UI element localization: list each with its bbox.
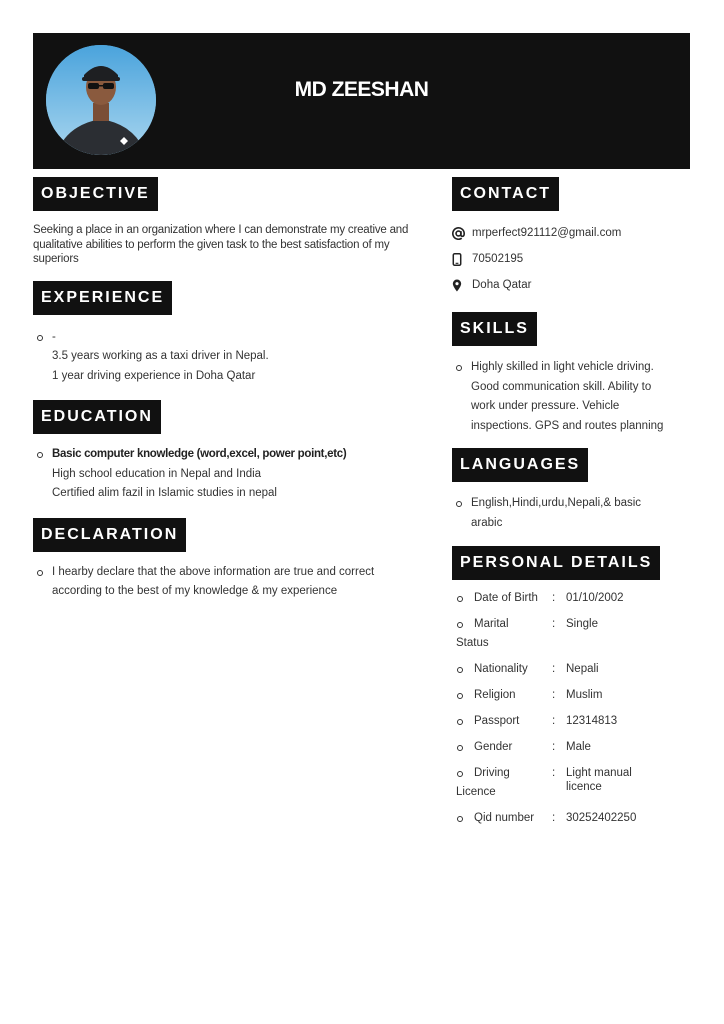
detail-label: Qid number [452, 810, 552, 827]
detail-colon: : [552, 715, 556, 727]
skills-line: work under pressure. Vehicle [471, 400, 620, 412]
declaration-list [33, 563, 425, 602]
section-title-education: EDUCATION [33, 400, 161, 434]
section-title-objective: OBJECTIVE [33, 177, 158, 211]
section-title-languages: LANGUAGES [452, 448, 588, 482]
experience-section [33, 281, 425, 387]
resume-header [33, 33, 690, 169]
list-item [33, 328, 425, 387]
right-column [452, 177, 702, 836]
education-line: Certified alim fazil in Islamic studies in nepal [52, 487, 277, 499]
table-row [452, 590, 702, 607]
detail-value: Muslim [566, 689, 603, 701]
table-row [452, 616, 702, 652]
detail-value: Nepali [566, 663, 599, 675]
detail-value: 01/10/2002 [566, 592, 624, 604]
detail-label: Date of Birth [452, 590, 552, 607]
candidate-name: MD ZEESHAN [294, 78, 429, 101]
section-title-personal-details: PERSONAL DETAILS [452, 546, 660, 580]
detail-label: Marital [452, 616, 552, 633]
location-pin-icon [452, 279, 472, 292]
contact-location: Doha Qatar [472, 279, 532, 291]
detail-colon: : [552, 592, 556, 604]
table-row [452, 765, 702, 801]
languages-section [452, 448, 702, 533]
contact-phone-row [452, 246, 702, 272]
skills-list [452, 358, 702, 436]
detail-colon: : [552, 767, 556, 779]
experience-line: 1 year driving experience in Doha Qatar [52, 369, 256, 382]
contact-location-row [452, 272, 702, 298]
personal-details-section [452, 546, 702, 827]
detail-colon: : [552, 663, 556, 675]
declaration-section [33, 518, 425, 602]
declaration-line: I hearby declare that the above information are true and correct [52, 565, 375, 578]
table-row [452, 739, 702, 756]
skills-line: inspections. GPS and routes planning [471, 419, 664, 432]
detail-label: Nationality [452, 661, 552, 678]
objective-section [33, 177, 425, 267]
skills-line: Good communication skill. Ability to [471, 380, 652, 393]
contact-section [452, 177, 702, 298]
personal-details-table [452, 590, 702, 827]
languages-line: English,Hindi,urdu,Nepali,& basic [471, 497, 642, 509]
table-row [452, 713, 702, 730]
languages-line: arabic [471, 516, 503, 529]
languages-list [452, 494, 702, 533]
objective-text: Seeking a place in an organization where I can demonstrate my creative and qualitative abilities to perform the given task to the best satisfaction of my superiors [33, 224, 409, 265]
list-item [452, 494, 702, 533]
skills-line: Highly skilled in light vehicle driving. [471, 361, 654, 373]
contact-list [452, 220, 702, 298]
education-section [33, 400, 425, 504]
section-title-contact: CONTACT [452, 177, 559, 211]
detail-value: 30252402250 [566, 812, 637, 824]
at-icon [452, 227, 472, 240]
detail-value: Single [566, 618, 598, 630]
experience-list [33, 328, 425, 387]
detail-label: Driving [452, 765, 552, 782]
detail-label: Religion [452, 687, 552, 704]
list-item [33, 563, 425, 602]
section-title-skills: SKILLS [452, 312, 537, 346]
detail-colon: : [552, 741, 556, 753]
experience-line: 3.5 years working as a taxi driver in Nepal. [52, 350, 269, 362]
detail-value: 12314813 [566, 715, 618, 727]
detail-colon: : [552, 689, 556, 701]
detail-label: Gender [452, 739, 552, 756]
table-row [452, 687, 702, 704]
contact-email[interactable]: mrperfect921112@gmail.com [472, 227, 622, 239]
contact-email-row [452, 220, 702, 246]
skills-section [452, 312, 702, 436]
education-line: Basic computer knowledge (word,excel, power point,etc) [52, 448, 347, 460]
phone-icon [452, 253, 472, 266]
contact-phone[interactable]: 70502195 [472, 253, 524, 265]
list-item [33, 445, 425, 504]
detail-colon: : [552, 812, 556, 824]
left-column [33, 177, 425, 602]
table-row [452, 661, 702, 678]
detail-label: Passport [452, 713, 552, 730]
detail-colon: : [552, 618, 556, 630]
detail-label-cont: Licence [456, 786, 496, 798]
detail-value: Light manual [566, 767, 632, 779]
detail-value-cont: licence [566, 781, 602, 793]
detail-label-cont: Status [456, 637, 489, 649]
education-list [33, 445, 425, 504]
list-item [452, 358, 702, 436]
section-title-experience: EXPERIENCE [33, 281, 172, 315]
education-line: High school education in Nepal and India [52, 467, 262, 480]
detail-value: Male [566, 741, 591, 753]
experience-line: - [52, 330, 56, 343]
declaration-line: according to the best of my knowledge & my experience [52, 585, 338, 597]
table-row [452, 810, 702, 827]
section-title-declaration: DECLARATION [33, 518, 186, 552]
